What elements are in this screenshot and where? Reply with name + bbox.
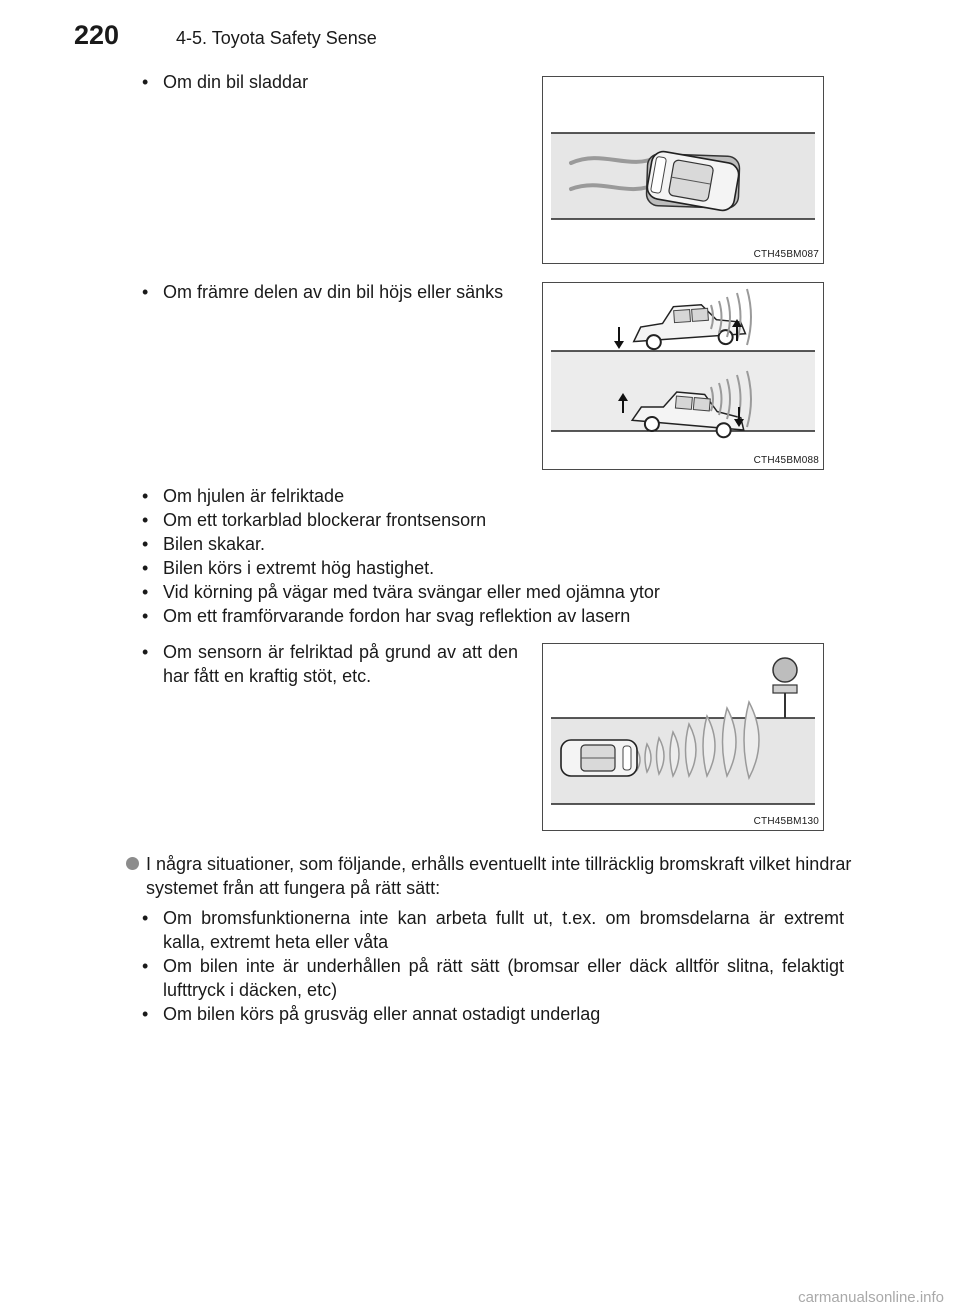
- list-item: • Bilen körs i extremt hög hastighet.: [142, 556, 842, 580]
- misaligned-sensor-illustration: [543, 644, 824, 831]
- bullet-skidding: [142, 70, 518, 94]
- list-item: • Bilen skakar.: [142, 532, 842, 556]
- figure-sensor-misaligned: [542, 643, 824, 831]
- list-item: • Om bilen inte är underhållen på rätt sätt (bromsar eller däck alltför slitna, felaktigt lufttryck i däcken, etc): [142, 954, 844, 1002]
- bullet-text: • Om din bil sladdar: [142, 70, 518, 94]
- list-item: • Om ett torkarblad blockerar frontsensorn: [142, 508, 842, 532]
- list-item: • Om bilen körs på grusväg eller annat ostadigt underlag: [142, 1002, 844, 1026]
- braking-condition-list: [142, 906, 844, 1026]
- bullet-text: • Om sensorn är felriktad på grund av att den har fått en kraftig stöt, etc.: [142, 640, 518, 688]
- tilted-cars-illustration: [543, 283, 824, 470]
- note-insufficient-braking: [126, 852, 856, 900]
- figure-front-raised-lowered: [542, 282, 824, 470]
- figure-caption: CTH45BM088: [753, 455, 819, 466]
- figure-caption: CTH45BM087: [753, 249, 819, 260]
- list-item: • Om ett framförvarande fordon har svag reflektion av lasern: [142, 604, 842, 628]
- figure-caption: CTH45BM130: [753, 816, 819, 827]
- figure-skidding-car: [542, 76, 824, 264]
- watermark: carmanualsonline.info: [798, 1289, 944, 1306]
- circle-bullet-icon: [126, 857, 139, 870]
- list-item: • Om bromsfunktionerna inte kan arbeta fullt ut, t.ex. om bromsdelarna är extremt kalla, extremt heta eller våta: [142, 906, 844, 954]
- section-title: 4-5. Toyota Safety Sense: [176, 28, 377, 48]
- note-text: I några situationer, som följande, erhålls eventuellt inte tillräcklig bromskraft vilket hindrar systemet från att fungera på rätt sätt:: [146, 854, 852, 898]
- bullet-sensor-misaligned: [142, 640, 518, 688]
- condition-list: [142, 484, 842, 628]
- list-item: • Vid körning på vägar med tvära svängar eller med ojämna ytor: [142, 580, 842, 604]
- page-number: 220: [74, 20, 120, 50]
- bullet-front-raised: [142, 280, 518, 304]
- list-item: • Om hjulen är felriktade: [142, 484, 842, 508]
- bullet-text: • Om främre delen av din bil höjs eller sänks: [142, 280, 518, 304]
- skidding-car-illustration: [543, 77, 824, 264]
